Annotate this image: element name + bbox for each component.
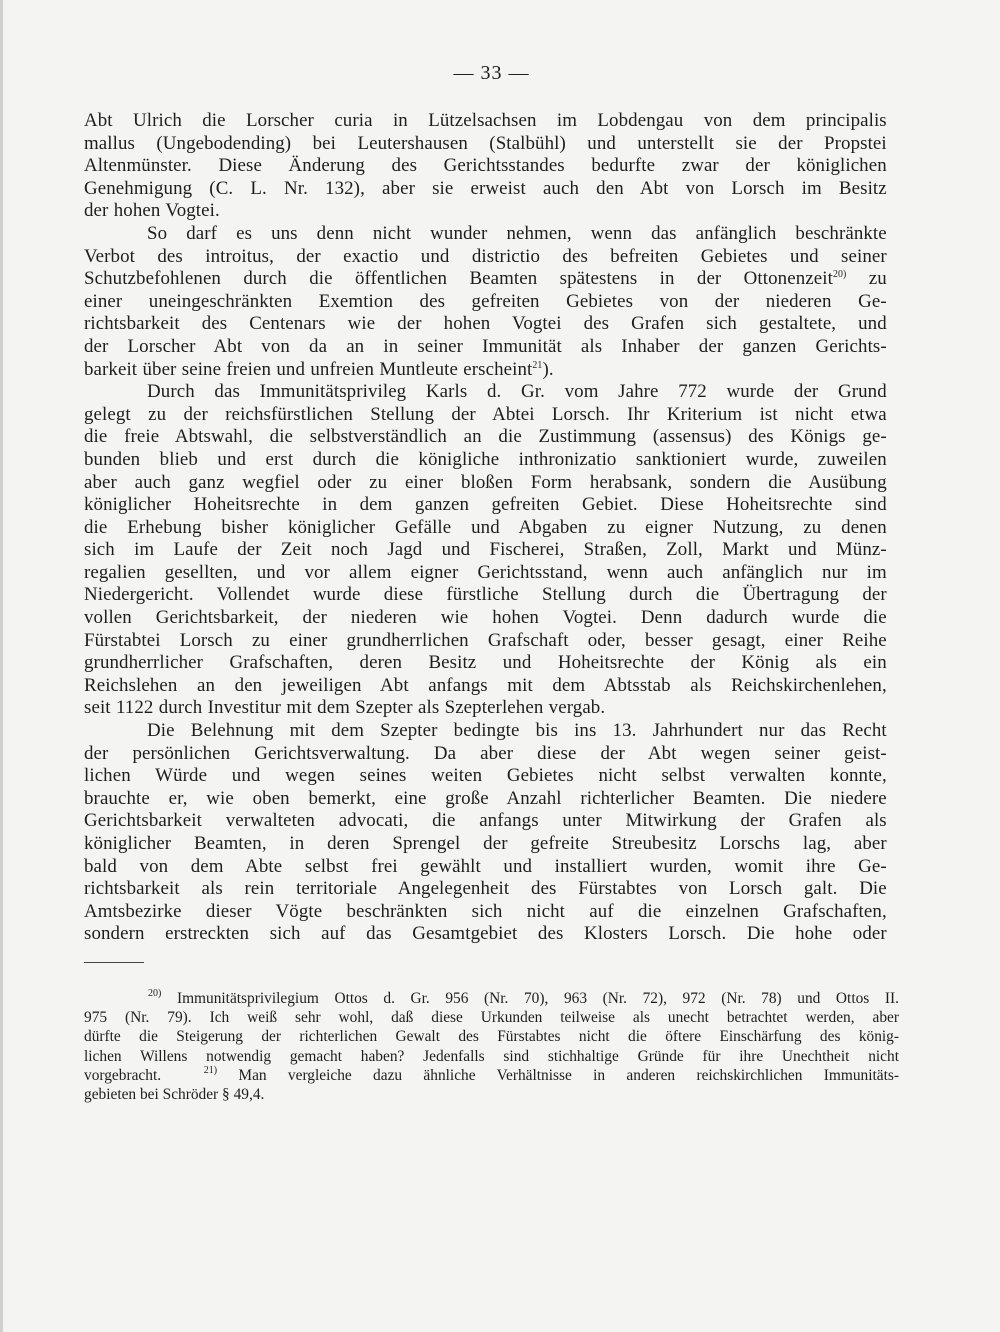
text-segment: Schutzbefohlenen durch die öffentlichen Beamten spätestens in der Ottonenzeit bbox=[84, 268, 833, 290]
text-line: vollen Gerichtsbarkeit, der niederen wie hohen Vogtei. Denn dadurch wurde die bbox=[84, 607, 887, 629]
text-segment: barkeit über seine freien und unfreien Muntleute erscheint bbox=[84, 358, 533, 380]
text-line bbox=[84, 359, 887, 382]
footnotes bbox=[84, 989, 899, 1104]
footnote-line: lichen Willens notwendig gemacht haben? Jedenfalls sind stichhaltige Gründe für ihre Unechtheit nicht bbox=[84, 1047, 899, 1065]
text-line: Genehmigung (C. L. Nr. 132), aber sie erweist auch den Abt von Lorsch im Besitz bbox=[84, 177, 887, 199]
text-line: Die Belehnung mit dem Szepter bedingte bis ins 13. Jahrhundert nur das Recht bbox=[147, 720, 887, 742]
text-line: Gerichtsbarkeit verwalteten advocati, die anfangs unter Mitwirkung der Grafen als bbox=[84, 810, 887, 832]
text-line: regalien gesellten, und vor allem eigner Gerichtsstand, wenn auch anfänglich nur im bbox=[84, 561, 887, 583]
footnote-line: 975 (Nr. 79). Ich weiß sehr wohl, daß diese Urkunden teilweise als unecht betrachtet werden, aber bbox=[84, 1009, 899, 1027]
text-segment: ). bbox=[542, 358, 554, 380]
text-line: Niedergericht. Vollendet wurde diese fürstliche Stellung durch die Übertragung der bbox=[84, 584, 887, 606]
text-line: sich im Laufe der Zeit noch Jagd und Fischerei, Straßen, Zoll, Markt und Münz- bbox=[84, 539, 887, 561]
text-line: gelegt zu der reichsfürstlichen Stellung der Abtei Lorsch. Ihr Kriterium ist nicht etwa bbox=[84, 403, 887, 425]
scan-page-edge bbox=[0, 0, 3, 1332]
text-line: Amtsbezirke dieser Vögte beschränkten sich nicht auf die einzelnen Grafschaften, bbox=[84, 900, 887, 922]
text-line: bald von dem Abte selbst frei gewählt und installiert wurden, womit ihre Ge- bbox=[84, 855, 887, 877]
text-line: grundherrlicher Grafschaften, deren Besitz und Hoheitsrechte der König als ein bbox=[84, 652, 887, 674]
footnote-marker-20: 20) bbox=[148, 987, 162, 999]
text-segment: Immunitätsprivilegium Ottos d. Gr. 956 (Nr. 70), 963 (Nr. 72), 972 (Nr. 78) und Ottos II. bbox=[176, 989, 899, 1007]
text-line: So darf es uns denn nicht wunder nehmen, wenn das anfänglich beschränkte bbox=[147, 222, 887, 244]
footnote-line bbox=[84, 1066, 899, 1085]
text-line: Durch das Immunitätsprivileg Karls d. Gr. vom Jahre 772 wurde der Grund bbox=[147, 381, 887, 403]
page-number: — 33 — bbox=[453, 62, 530, 84]
paragraph-2 bbox=[84, 223, 887, 381]
text-line: aber auch ganz wegfiel oder zu einer bloßen Form herabsank, sondern die Ausübung bbox=[84, 471, 887, 493]
text-line: Fürstabtei Lorsch zu einer grundherrlichen Grafschaft oder, besser gesagt, einer Reihe bbox=[84, 629, 887, 651]
footnote-separator bbox=[84, 962, 144, 963]
text-line: einer uneingeschränkten Exemtion des gefreiten Gebietes von der niederen Ge- bbox=[84, 290, 887, 312]
text-segment: zu bbox=[846, 268, 887, 290]
text-line: Abt Ulrich die Lorscher curia in Lützelsachsen im Lobdengau von dem principalis bbox=[84, 110, 887, 131]
text-segment: vorgebracht. bbox=[84, 1066, 162, 1084]
text-line: bunden blieb und erst durch die königliche inthronizatio sanktioniert wurde, zuweilen bbox=[84, 448, 887, 470]
text-line: königlicher Beamten, in deren Sprengel der gefreite Streubesitz Lorschs lag, aber bbox=[84, 833, 887, 854]
text-line: Verbot des introitus, der exactio und districtio des befreiten Gebietes und seiner bbox=[84, 245, 887, 267]
text-line: der hohen Vogtei. bbox=[84, 200, 220, 222]
text-line bbox=[84, 268, 887, 291]
text-line: seit 1122 durch Investitur mit dem Szepter als Szepterlehen vergab. bbox=[84, 697, 606, 719]
text-line: mallus (Ungebodending) bei Leutershausen (Stalbühl) und unterstellt sie der Propstei bbox=[84, 132, 887, 154]
footnote-line: dürfte die Steigerung der richterlichen Gewalt des Fürstabtes nicht die öftere Einschärfung des könig- bbox=[84, 1028, 899, 1046]
text-line: sondern erstreckten sich auf das Gesamtgebiet des Klosters Lorsch. Die hohe oder bbox=[84, 923, 887, 945]
document-page bbox=[84, 58, 899, 1104]
body-text bbox=[84, 110, 887, 946]
paragraph-1 bbox=[84, 110, 887, 223]
text-line: richtsbarkeit als rein territoriale Angelegenheit des Fürstabtes von Lorsch galt. Die bbox=[84, 878, 887, 900]
text-line: königlicher Hoheitsrechte in dem ganzen gefreiten Gebiet. Diese Hoheitsrechte sind bbox=[84, 494, 887, 516]
footnote-line: gebieten bei Schröder § 49,4. bbox=[84, 1085, 265, 1103]
text-line: lichen Würde und wegen seines weiten Gebietes nicht selbst verwalten konnte, bbox=[84, 765, 887, 787]
text-line: richtsbarkeit des Centenars wie der hohen Vogtei des Grafen sich gestaltete, und bbox=[84, 313, 887, 335]
text-line: Reichslehen an den jeweiligen Abt anfangs mit dem Abtsstab als Reichskirchenlehen, bbox=[84, 674, 887, 696]
text-line: brauchte er, wie oben bemerkt, eine große Anzahl richterlicher Beamten. Die niedere bbox=[84, 787, 887, 809]
footnote-20-line bbox=[84, 989, 899, 1008]
text-line: der persönlichen Gerichtsverwaltung. Da aber diese der Abt wegen seiner geist- bbox=[84, 742, 887, 764]
footnote-marker-21: 21) bbox=[203, 1064, 218, 1076]
footnote-ref-20[interactable]: 20) bbox=[832, 269, 847, 281]
text-line: die freie Abtswahl, die selbstverständlich an die Zustimmung (assensus) des Königs ge- bbox=[84, 426, 887, 448]
text-line: die Erhebung bisher königlicher Gefälle und Abgaben zu eigner Nutzung, zu denen bbox=[84, 516, 887, 538]
text-line: Altenmünster. Diese Änderung des Gerichtsstandes bedurfte zwar der königlichen bbox=[84, 155, 887, 177]
text-segment: Man vergleiche dazu ähnliche Verhältnisse in anderen reichskirchlichen Immunitäts- bbox=[238, 1066, 899, 1084]
text-line: der Lorscher Abt von da an in seiner Immunität als Inhaber der ganzen Gerichts- bbox=[84, 335, 887, 357]
paragraph-3 bbox=[84, 381, 887, 720]
paragraph-4 bbox=[84, 720, 887, 946]
footnote-ref-21[interactable]: 21 bbox=[532, 359, 543, 371]
